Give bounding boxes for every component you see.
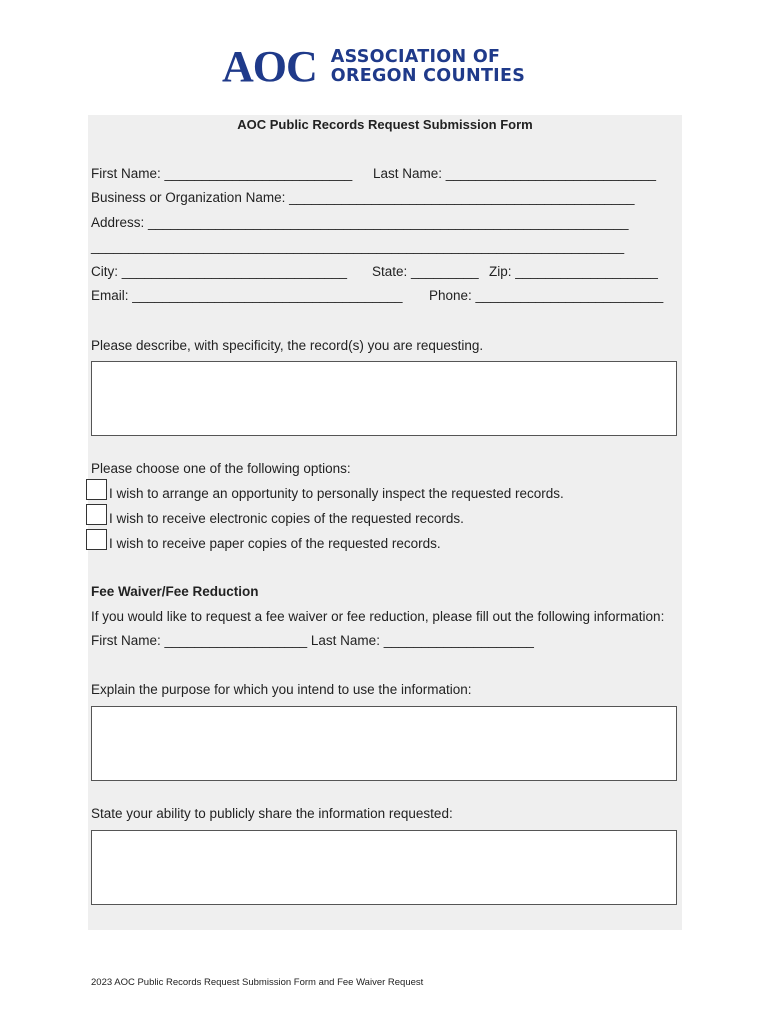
first-name-field[interactable]: First Name: _________________________ xyxy=(91,166,353,181)
city-field[interactable]: City: ______________________________ xyxy=(91,264,347,279)
address-field-line-2[interactable]: _______________________________________________________________________ xyxy=(91,239,625,254)
business-name-field[interactable]: Business or Organization Name: ______________________________________________ xyxy=(91,190,635,205)
email-field[interactable]: Email: ____________________________________ xyxy=(91,288,403,303)
form-title: AOC Public Records Request Submission Form xyxy=(237,117,533,132)
option-inspect-checkbox[interactable] xyxy=(86,479,107,500)
logo-mark: AOC xyxy=(222,42,317,91)
zip-field[interactable]: Zip: ___________________ xyxy=(489,264,658,279)
records-description-textarea[interactable] xyxy=(91,361,677,436)
option-inspect-label: I wish to arrange an opportunity to personally inspect the requested records. xyxy=(109,486,564,501)
fee-waiver-intro: If you would like to request a fee waiver or fee reduction, please fill out the following information: xyxy=(91,609,665,624)
option-paper-checkbox[interactable] xyxy=(86,529,107,550)
phone-field[interactable]: Phone: _________________________ xyxy=(429,288,664,303)
form-sheet xyxy=(88,115,682,930)
page-footer: 2023 AOC Public Records Request Submission Form and Fee Waiver Request xyxy=(91,977,424,988)
fee-waiver-name-fields[interactable]: First Name: ___________________ Last Name: ____________________ xyxy=(91,633,534,648)
options-prompt: Please choose one of the following options: xyxy=(91,461,351,476)
aoc-logo xyxy=(222,42,526,91)
address-field[interactable]: Address: ________________________________________________________________ xyxy=(91,215,629,230)
option-paper-label: I wish to receive paper copies of the requested records. xyxy=(109,536,441,551)
share-prompt: State your ability to publicly share the information requested: xyxy=(91,806,453,821)
last-name-field[interactable]: Last Name: ____________________________ xyxy=(373,166,657,181)
purpose-prompt: Explain the purpose for which you intend to use the information: xyxy=(91,682,472,697)
option-electronic-label: I wish to receive electronic copies of the requested records. xyxy=(109,511,464,526)
fee-waiver-heading: Fee Waiver/Fee Reduction xyxy=(91,584,259,599)
share-textarea[interactable] xyxy=(91,830,677,905)
option-electronic-checkbox[interactable] xyxy=(86,504,107,525)
logo-line-1: ASSOCIATION OF xyxy=(330,47,501,67)
state-field[interactable]: State: _________ xyxy=(372,264,479,279)
logo-wordmark xyxy=(331,48,525,86)
describe-prompt: Please describe, with specificity, the record(s) you are requesting. xyxy=(91,338,484,353)
purpose-textarea[interactable] xyxy=(91,706,677,781)
logo-line-2: OREGON COUNTIES xyxy=(330,66,526,86)
